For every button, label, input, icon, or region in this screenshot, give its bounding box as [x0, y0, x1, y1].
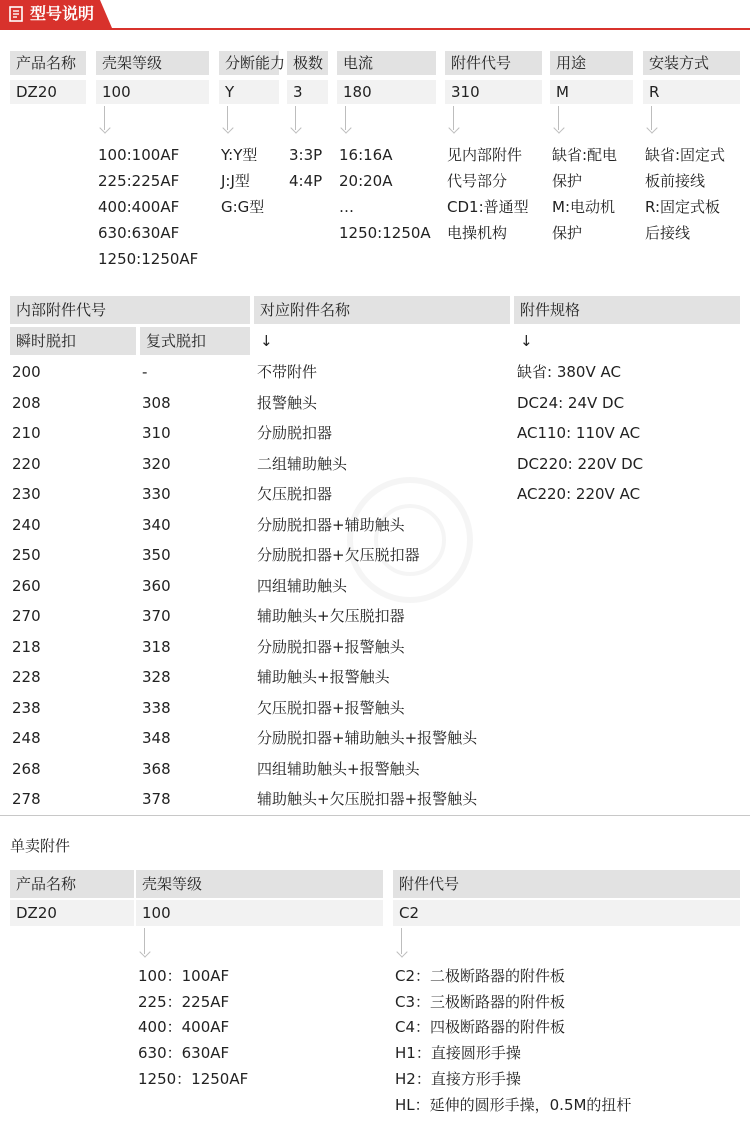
compound-code: 370	[142, 607, 171, 625]
model-header-cell: 电流	[337, 51, 436, 75]
instant-code: 228	[12, 668, 41, 686]
instant-code: 250	[12, 546, 41, 564]
model-option-text: CD1:普通型	[447, 198, 529, 216]
separate-header-cell: 壳架等级	[136, 870, 383, 898]
model-header-cell: 分断能力	[219, 51, 279, 75]
table-row	[0, 723, 750, 753]
separate-option-text: C2：二极断路器的附件板	[395, 967, 566, 985]
model-option-text: 缺省:配电	[552, 146, 618, 164]
model-option-text: 缺省:固定式	[645, 146, 726, 164]
model-option-text: 板前接线	[645, 172, 706, 190]
model-value-cell: 100	[96, 80, 209, 104]
model-value-cell: DZ20	[10, 80, 86, 104]
model-option-text: 1250:1250AF	[98, 250, 199, 268]
accessory-spec: DC220: 220V DC	[517, 454, 644, 473]
instant-code: 278	[12, 790, 41, 808]
model-option-text: Y:Y型	[221, 146, 258, 164]
compound-code: 348	[142, 729, 171, 747]
compound-code: 350	[142, 546, 171, 564]
accessory-spec: 缺省: 380V AC	[517, 363, 621, 381]
model-option-text: 3:3P	[289, 146, 323, 164]
document-icon	[9, 6, 23, 22]
compound-code: 360	[142, 576, 171, 595]
model-value-cell: R	[643, 80, 740, 104]
model-value-cell: 3	[287, 80, 328, 104]
model-option-text: J:J型	[221, 172, 250, 190]
arrow-head	[139, 946, 150, 957]
separate-value-cell: DZ20	[10, 900, 134, 926]
accessory-sub-compound: 复式脱扣	[140, 327, 250, 355]
accessory-name: 辅助触头+欠压脱扣器+报警触头	[257, 790, 478, 808]
model-option-text: 630:630AF	[98, 224, 180, 242]
accessory-header-spec: 附件规格	[514, 296, 740, 324]
arrow-head	[448, 122, 459, 133]
separate-option-text: 100：100AF	[138, 967, 230, 985]
accessory-name: 分励脱扣器+欠压脱扣器	[257, 546, 420, 564]
instant-code: 210	[12, 424, 41, 442]
model-header-cell: 附件代号	[445, 51, 542, 75]
watermark-seal	[330, 460, 490, 660]
separate-option-text: H1：直接圆形手操	[395, 1044, 521, 1063]
model-value-cell: 310	[445, 80, 542, 104]
accessory-name: 二组辅助触头	[257, 454, 348, 473]
model-option-text: R:固定式板	[645, 198, 721, 216]
accessory-name: 分励脱扣器+报警触头	[257, 637, 405, 656]
compound-code: 330	[142, 485, 171, 503]
accessory-arrow-spec: ↓	[520, 332, 533, 350]
model-option-text: 代号部分	[447, 172, 508, 190]
accessory-name: 分励脱扣器+辅助触头	[257, 515, 405, 534]
compound-code: 310	[142, 424, 171, 442]
accessory-name: 四组辅助触头+报警触头	[257, 759, 420, 778]
model-option-text: 保护	[552, 224, 583, 242]
instant-code: 218	[12, 637, 41, 656]
compound-code: 368	[142, 759, 171, 778]
separate-value-cell: C2	[393, 900, 740, 926]
separate-header-cell: 附件代号	[393, 870, 740, 898]
accessory-name: 分励脱扣器	[257, 424, 333, 442]
arrow-head	[222, 122, 233, 133]
arrow-head	[646, 122, 657, 133]
model-option-text: 16:16A	[339, 146, 393, 164]
arrow-head	[290, 122, 301, 133]
model-option-text: G:G型	[221, 198, 265, 216]
instant-code: 230	[12, 485, 41, 503]
model-option-text: 保护	[552, 172, 583, 190]
compound-code: 338	[142, 698, 171, 717]
arrow-head	[340, 122, 351, 133]
accessory-name: 报警触头	[257, 393, 318, 412]
model-option-text: 1250:1250A	[339, 224, 431, 242]
accessory-name: 辅助触头+报警触头	[257, 668, 390, 686]
accessory-spec: DC24: 24V DC	[517, 393, 625, 412]
instant-code: 248	[12, 729, 41, 747]
model-option-text: 400:400AF	[98, 198, 180, 216]
accessory-name: 四组辅助触头	[257, 576, 348, 595]
accessory-name: 辅助触头+欠压脱扣器	[257, 607, 405, 625]
separate-value-cell: 100	[136, 900, 383, 926]
model-header-cell: 壳架等级	[96, 51, 209, 75]
compound-code: 340	[142, 515, 171, 534]
compound-code: 318	[142, 637, 171, 656]
table-row	[0, 754, 750, 784]
model-header-cell: 用途	[550, 51, 633, 75]
instant-code: 260	[12, 576, 41, 595]
instant-code: 220	[12, 454, 41, 473]
model-option-text: 4:4P	[289, 172, 323, 190]
compound-code: 378	[142, 790, 171, 808]
table-row	[0, 418, 750, 448]
instant-code: 240	[12, 515, 41, 534]
model-option-text: …	[339, 198, 354, 216]
model-value-cell: 180	[337, 80, 436, 104]
model-option-text: 见内部附件	[447, 146, 523, 164]
separate-option-text: H2：直接方形手操	[395, 1069, 521, 1088]
separate-header-cell: 产品名称	[10, 870, 134, 898]
accessory-sub-instant: 瞬时脱扣	[10, 327, 136, 355]
table-row	[0, 388, 750, 418]
model-option-text: 225:225AF	[98, 172, 180, 190]
separate-option-text: C3：三极断路器的附件板	[395, 992, 566, 1011]
table-row	[0, 784, 750, 814]
section-title: 单卖附件	[10, 837, 71, 855]
compound-code: 308	[142, 393, 171, 412]
header-divider	[0, 28, 750, 30]
separate-option-text: 1250：1250AF	[138, 1069, 249, 1088]
model-value-cell: Y	[219, 80, 279, 104]
instant-code: 200	[12, 363, 41, 381]
accessory-spec: AC220: 220V AC	[517, 485, 641, 503]
instant-code: 268	[12, 759, 41, 778]
separate-option-text: C4：四极断路器的附件板	[395, 1018, 566, 1037]
model-option-text: 100:100AF	[98, 146, 180, 164]
compound-code: 320	[142, 454, 171, 473]
model-header-cell: 安装方式	[643, 51, 740, 75]
model-option-text: 20:20A	[339, 172, 393, 190]
model-option-text: 后接线	[645, 224, 691, 242]
accessory-name: 不带附件	[257, 363, 318, 381]
table-row	[0, 357, 750, 387]
model-header-cell: 产品名称	[10, 51, 86, 75]
accessory-name: 分励脱扣器+辅助触头+报警触头	[257, 729, 478, 747]
table-row	[0, 662, 750, 692]
table-bottom-line	[0, 815, 750, 816]
separate-option-text: 225：225AF	[138, 992, 230, 1011]
arrow-head	[553, 122, 564, 133]
instant-code: 208	[12, 393, 41, 412]
separate-option-text: 400：400AF	[138, 1018, 230, 1037]
separate-option-text: 630：630AF	[138, 1044, 230, 1063]
model-header-cell: 极数	[287, 51, 328, 75]
separate-option-text: HL：延伸的圆形手操，0.5M的扭杆	[395, 1095, 632, 1114]
model-option-text: M:电动机	[552, 198, 615, 216]
accessory-spec: AC110: 110V AC	[517, 424, 641, 442]
model-value-cell: M	[550, 80, 633, 104]
accessory-header-name: 对应附件名称	[254, 296, 510, 324]
accessory-arrow-name: ↓	[260, 332, 273, 350]
compound-code: 328	[142, 668, 171, 686]
compound-code: -	[142, 363, 148, 381]
accessory-name: 欠压脱扣器	[257, 485, 333, 503]
accessory-name: 欠压脱扣器+报警触头	[257, 698, 405, 717]
arrow-head	[396, 946, 407, 957]
model-option-text: 电操机构	[447, 224, 508, 242]
page-title: 型号说明	[30, 4, 95, 23]
accessory-header-code: 内部附件代号	[10, 296, 250, 324]
instant-code: 270	[12, 607, 41, 625]
table-row	[0, 693, 750, 723]
instant-code: 238	[12, 698, 41, 717]
arrow-head	[99, 122, 110, 133]
